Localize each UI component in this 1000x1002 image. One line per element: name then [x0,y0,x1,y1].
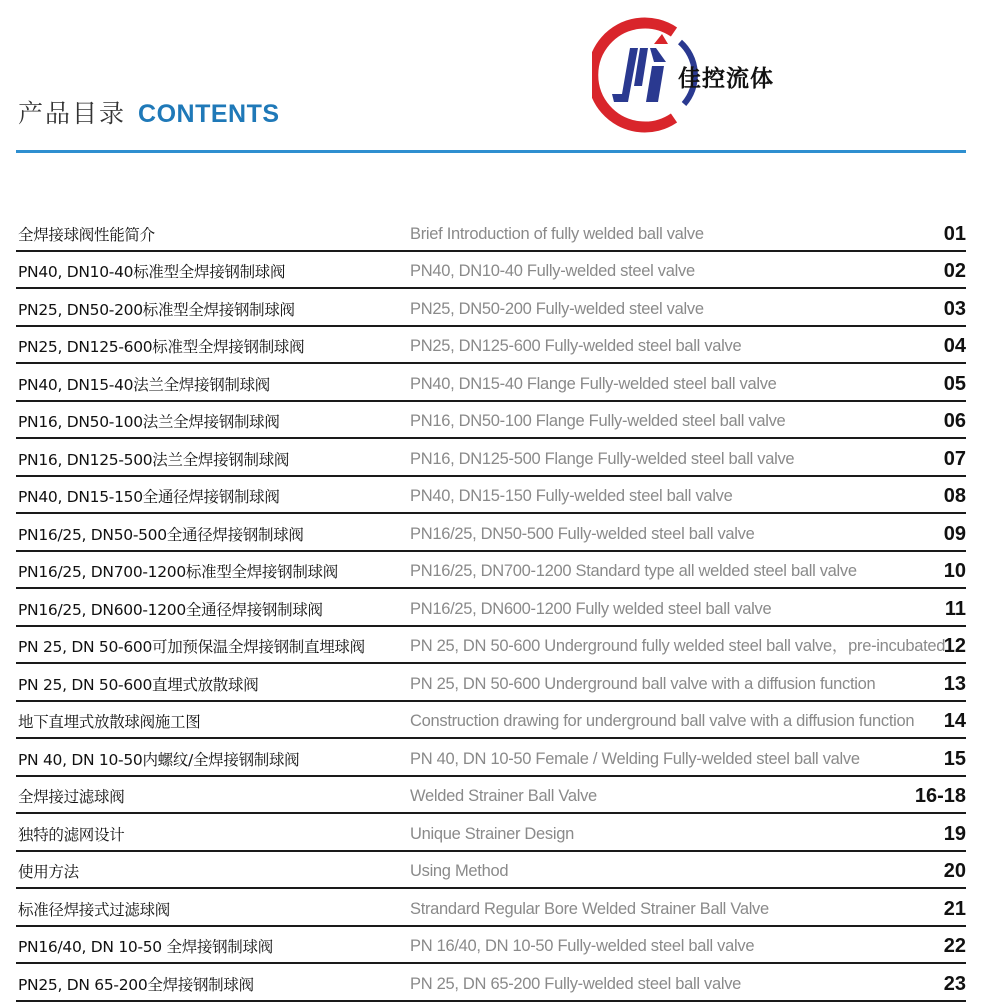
toc-row[interactable] [16,439,966,477]
toc-title-chinese: 独特的滤网设计 [18,825,125,844]
toc-title-english: PN40, DN15-40 Flange Fully-welded steel ball valve [410,374,777,393]
toc-title-chinese: PN25, DN50-200标准型全焊接钢制球阀 [18,300,295,319]
toc-row[interactable] [16,964,966,1002]
toc-title-chinese: PN16/25, DN700-1200标准型全焊接钢制球阀 [18,563,338,581]
toc-title-english: PN16/25, DN50-500 Fully-welded steel ball valve [410,524,755,543]
toc-title-chinese: 标准径焊接式过滤球阀 [18,900,171,919]
toc-row[interactable] [16,327,966,365]
toc-title-english: PN 40, DN 10-50 Female / Welding Fully-welded steel ball valve [410,749,860,768]
toc-title-chinese: PN40, DN15-150全通径焊接钢制球阀 [18,488,280,506]
toc-title-chinese: 地下直埋式放散球阀施工图 [18,713,201,731]
toc-title-chinese: PN16/40, DN 10-50 全焊接钢制球阀 [18,938,273,956]
toc-title-english: PN 16/40, DN 10-50 Fully-welded steel ball valve [410,937,755,955]
toc-row[interactable] [16,477,966,515]
toc-title-chinese: PN 40, DN 10-50内螺纹/全焊接钢制球阀 [18,750,300,769]
toc-page-number: 16-18 [914,785,966,807]
toc-page-number: 07 [943,447,966,470]
toc-title-chinese: PN16, DN125-500法兰全焊接钢制球阀 [18,450,290,469]
toc-page-number: 15 [943,747,966,770]
toc-title-chinese: PN40, DN15-40法兰全焊接钢制球阀 [18,375,270,394]
toc-page-number: 08 [943,485,966,507]
toc-row[interactable] [16,814,966,852]
toc-title-chinese: PN 25, DN 50-600可加预保温全焊接钢制直埋球阀 [18,638,365,656]
toc-page-number: 10 [943,560,966,582]
toc-title-english: PN 25, DN 50-600 Underground fully welded steel ball valve，pre-incubated [410,637,946,655]
toc-title-english: PN16, DN125-500 Flange Fully-welded steel ball valve [410,449,795,468]
toc-page-number: 23 [943,972,966,995]
contents-table [16,214,966,1002]
toc-row[interactable] [16,514,966,552]
page-heading [18,94,280,130]
toc-page-number: 19 [943,822,966,845]
toc-title-english: PN40, DN15-150 Fully-welded steel ball valve [410,487,733,505]
toc-row[interactable] [16,252,966,290]
toc-row[interactable] [16,402,966,440]
toc-row[interactable] [16,702,966,740]
toc-row[interactable] [16,889,966,927]
toc-page-number: 03 [943,297,966,320]
toc-title-english: PN 25, DN 50-600 Underground ball valve with a diffusion function [410,674,876,693]
toc-row[interactable] [16,927,966,965]
toc-row[interactable] [16,289,966,327]
toc-page-number: 11 [944,597,966,620]
toc-title-chinese: PN25, DN125-600标准型全焊接钢制球阀 [18,338,305,356]
toc-page-number: 20 [943,860,966,882]
heading-chinese: 产品目录 [18,99,127,128]
toc-row[interactable] [16,364,966,402]
toc-page-number: 02 [943,260,966,282]
toc-title-english: Welded Strainer Ball Valve [410,787,597,805]
toc-page-number: 06 [943,410,966,432]
toc-row[interactable] [16,552,966,590]
toc-title-chinese: PN25, DN 65-200全焊接钢制球阀 [18,975,254,994]
company-logo [592,14,772,132]
toc-title-chinese: 使用方法 [18,863,79,881]
toc-title-english: Unique Strainer Design [410,824,574,843]
toc-row[interactable] [16,852,966,890]
toc-title-chinese: PN16/25, DN600-1200全通径焊接钢制球阀 [18,600,323,619]
toc-page-number: 12 [943,635,966,657]
toc-title-chinese: PN16, DN50-100法兰全焊接钢制球阀 [18,413,280,431]
toc-row[interactable] [16,214,966,252]
toc-title-english: PN 25, DN 65-200 Fully-welded steel ball valve [410,974,742,993]
toc-page-number: 01 [943,222,966,245]
toc-title-english: PN40, DN10-40 Fully-welded steel valve [410,262,695,280]
toc-title-english: PN25, DN50-200 Fully-welded steel valve [410,299,704,318]
toc-title-chinese: PN16/25, DN50-500全通径焊接钢制球阀 [18,525,304,544]
toc-row[interactable] [16,589,966,627]
heading-divider [16,150,966,153]
toc-row[interactable] [16,664,966,702]
toc-row[interactable] [16,627,966,665]
toc-title-english: PN16/25, DN600-1200 Fully welded steel ball valve [410,599,772,618]
toc-page-number: 05 [943,372,966,395]
toc-page-number: 21 [943,897,966,920]
toc-title-english: Brief Introduction of fully welded ball valve [410,224,704,243]
toc-title-english: Construction drawing for underground ball valve with a diffusion function [410,712,915,730]
heading-english: CONTENTS [138,100,280,128]
toc-row[interactable] [16,777,966,815]
toc-page-number: 09 [943,522,966,545]
toc-page-number: 13 [943,672,966,695]
toc-title-english: PN25, DN125-600 Fully-welded steel ball valve [410,337,742,355]
toc-title-chinese: 全焊接球阀性能简介 [18,225,155,244]
brand-name: 佳控流体 [678,66,774,92]
toc-title-chinese: PN40, DN10-40标准型全焊接钢制球阀 [18,263,286,281]
toc-title-chinese: PN 25, DN 50-600直埋式放散球阀 [18,675,259,694]
toc-row[interactable] [16,739,966,777]
toc-page-number: 22 [943,935,966,957]
toc-page-number: 04 [943,335,966,357]
toc-page-number: 14 [943,710,966,732]
toc-title-english: PN16/25, DN700-1200 Standard type all welded steel ball valve [410,562,857,580]
toc-title-english: PN16, DN50-100 Flange Fully-welded steel ball valve [410,412,786,430]
toc-title-chinese: 全焊接过滤球阀 [18,788,125,806]
toc-title-english: Strandard Regular Bore Welded Strainer Ball Valve [410,899,769,918]
toc-title-english: Using Method [410,862,509,880]
